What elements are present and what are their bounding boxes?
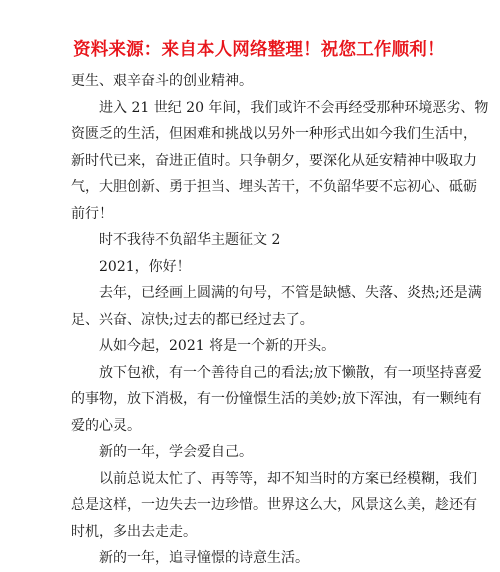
paragraph	[71, 227, 431, 254]
text-line: 以前总说太忙了、再等等，却不知当时的方案已经模糊，我们	[99, 470, 477, 487]
text-line: 足、兴奋、凉快;过去的都已经过去了。	[71, 311, 314, 328]
text-line: 爱的心灵。	[71, 417, 141, 434]
paragraph	[71, 360, 482, 440]
text-line: 从如今起，2021 将是一个新的开头。	[99, 338, 336, 354]
text-line: 进入 21 世纪 20 年间，我们或许不会再经受那种环境恶劣、物	[99, 99, 489, 116]
paragraph	[71, 68, 431, 95]
source-header: 资料来源：来自本人网络整理！祝您工作顺利！	[73, 40, 445, 60]
paragraph	[71, 254, 431, 281]
text-line: 总是这样，一边失去一边珍惜。世界这么大，风景这么美，趁还有	[71, 497, 477, 513]
paragraph	[71, 95, 489, 228]
text-line: 时机，多出去走走。	[71, 523, 197, 540]
text-line: 的事物，放下消极，有一份憧憬生活的美妙;放下浑浊，有一颗纯有	[71, 391, 482, 407]
paragraph	[71, 466, 477, 546]
text-line: 新时代已来，奋进正值时。只争朝夕，要深化从延安精神中吸取力	[71, 152, 477, 169]
text-line: 新的一年，追寻憧憬的诗意生活。	[99, 550, 309, 566]
text-line: 时不我待不负韶华主题征文 2	[99, 232, 281, 248]
text-line: 更生、艰辛奋斗的创业精神。	[71, 73, 253, 89]
paragraph	[71, 280, 482, 333]
text-line: 前行！	[71, 205, 113, 222]
paragraph	[71, 545, 431, 572]
text-line: 气，大胆创新、勇于担当、埋头苦干，不负韶华要不忘初心、砥砺	[71, 179, 477, 195]
text-line: 放下包袱，有一个善待自己的看法;放下懒散，有一项坚持喜爱	[99, 364, 482, 381]
document-body	[71, 66, 489, 572]
text-line: 2021，你好！	[99, 258, 191, 275]
text-line: 资匮乏的生活，但困难和挑战以另外一种形式出如今我们生活中，	[71, 126, 477, 142]
text-line: 新的一年，学会爱自己。	[99, 444, 253, 460]
text-line: 去年，已经画上圆满的句号，不管是缺憾、失落、炎热;还是满	[99, 285, 482, 301]
paragraph	[71, 333, 431, 360]
paragraph	[71, 439, 431, 466]
